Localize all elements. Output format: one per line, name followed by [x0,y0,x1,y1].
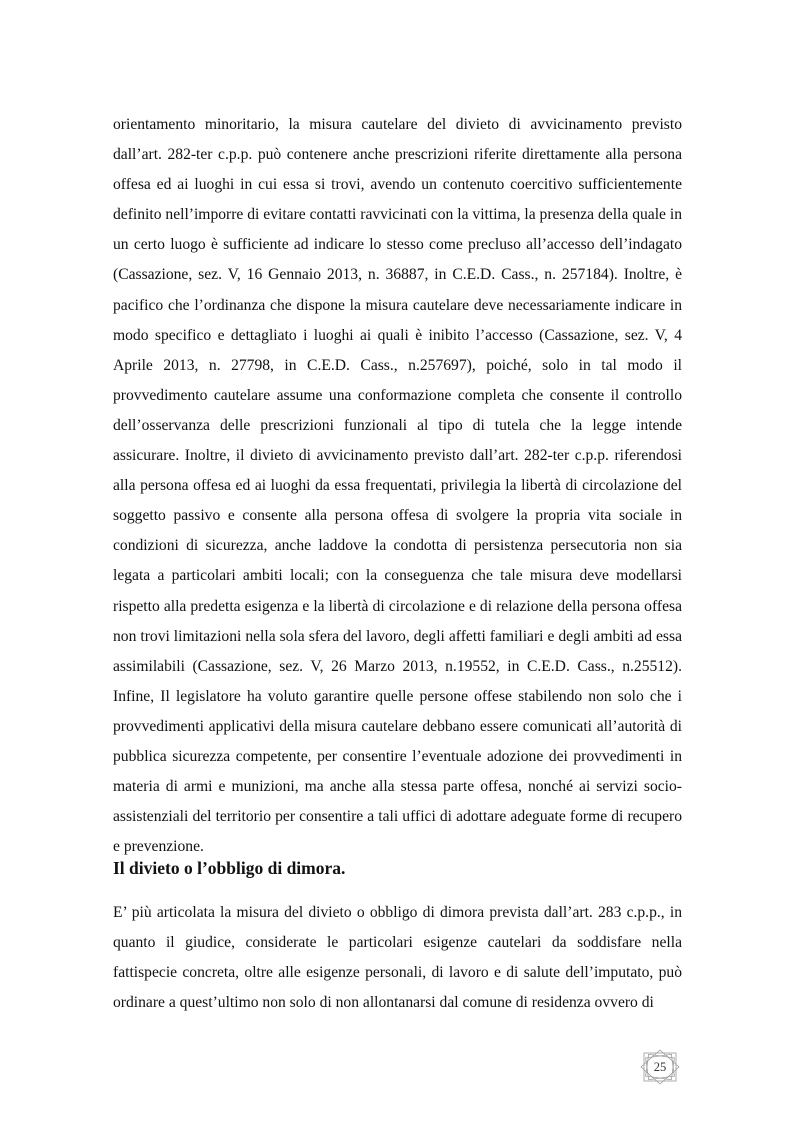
page-number: 25 [653,1060,667,1074]
body-paragraph-2: E’ più articolata la misura del divieto o obbligo di dimora prevista dall’art. 283 c.p.p., in quanto il giudice, considerate le particolari esigenze cautelari da soddisfare nella fattispecie concreta, oltre alle esigenze personali, di lavoro e di salute dell’imputato, può ordinare a quest’ultimo non solo di non allontanarsi dal comune di residenza ovvero di [113,904,682,1012]
section-heading: Il divieto o l’obbligo di dimora. [113,858,346,878]
body-paragraph-1: orientamento minoritario, la misura cautelare del divieto di avvicinamento previsto dall’art. 282-ter c.p.p. può contenere anche prescrizioni riferite direttamente alla persona offesa ed ai luoghi in cui essa si trovi, avendo un contenuto coercitivo sufficientemente definito nell’imporre di evitare contatti ravvicinati con la vittima, la presenza della quale in un certo luogo è sufficiente ad indicare lo stesso come precluso all’accesso dell’indagato (Cassazione, sez. V, 16 Gennaio 2013, n. 36887, in C.E.D. Cass., n. 257184). Inoltre, è pacifico che l’ordinanza che dispone la misura cautelare deve necessariamente indicare in modo specifico e dettagliato i luoghi ai quali è inibito l’accesso (Cassazione, sez. V, 4 Aprile 2013, n. 27798, in C.E.D. Cass., n.257697), poiché, solo in tal modo il provvedimento cautelare assume una conformazione completa che consente il controllo dell’osservanza delle prescrizioni funzionali al tipo di tutela che la legge intende assicurare. Inoltre, il divieto di avvicinamento previsto dall’art. 282-ter c.p.p. riferendosi alla persona offesa ed ai luoghi da essa frequentati, privilegia la libertà di circolazione del soggetto passivo e consente alla persona offesa di svolgere la propria vita sociale in condizioni di sicurezza, anche laddove la condotta di persistenza persecutoria non sia legata a particolari ambiti locali; con la conseguenza che tale misura deve modellarsi rispetto alla predetta esigenza e la libertà di circolazione e di relazione della persona offesa non trovi limitazioni nella sola sfera del lavoro, degli affetti familiari e degli ambiti ad essa assimilabili (Cassazione, sez. V, 26 Marzo 2013, n.19552, in C.E.D. Cass., n.25512). Infine, Il legislatore ha voluto garantire quelle persone offese stabilendo non solo che i provvedimenti applicativi della misura cautelare debbano essere comunicati all’autorità di pubblica sicurezza competente, per consentire l’eventuale adozione dei provvedimenti in materia di armi e munizioni, ma anche alla stessa parte offesa, nonché ai servizi socio-assistenziali del territorio per consentire a tali uffici di adottare adeguate forme di recupero e prevenzione. [113,116,682,856]
page-number-ornament [638,1049,682,1085]
